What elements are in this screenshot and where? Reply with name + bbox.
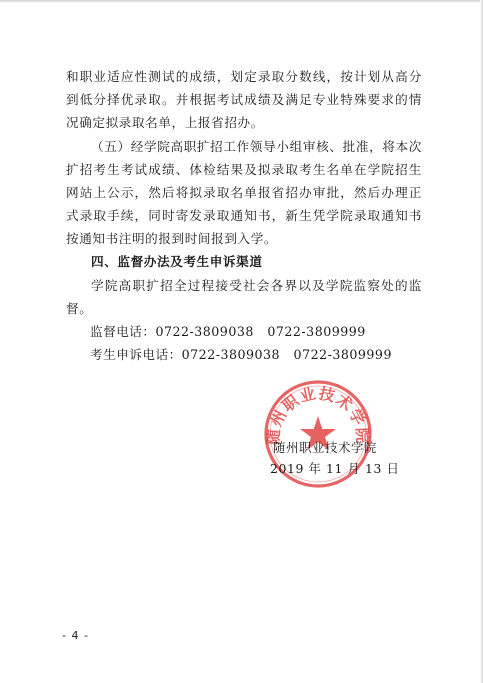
signature-organization: 随州职业技术学院 bbox=[273, 440, 377, 455]
svg-text:随州职业技术学院: 随州职业技术学院 bbox=[264, 384, 372, 446]
page-edge-shadow bbox=[0, 0, 483, 3]
section-heading-supervision: 四、监督办法及考生申诉渠道 bbox=[91, 254, 263, 270]
body-text bbox=[66, 66, 422, 366]
page-number: - 4 - bbox=[62, 629, 89, 642]
paragraph-continued: 和职业适应性测试的成绩，划定录取分数线，按计划从高分到低分择优录取。并根据考试成绩及满足专业特殊要求的情况确定拟录取名单，上报省招办。 bbox=[66, 69, 422, 130]
complaint-phone: 考生申诉电话：0722-3809038 0722-3809999 bbox=[90, 346, 392, 362]
signature-date: 2019 年 11 月 13 日 bbox=[270, 461, 400, 476]
paragraph-step-five: （五）经学院高职扩招工作领导小组审核、批准，将本次扩招考生考试成绩、体检结果及拟录取考生名单在学院招生网站上公示，然后将拟录取名单报省招办审批，然后办理正式录取手续，同时寄发录取通知书，新生凭学院录取通知书按通知书注明的报到时间报到入学。 bbox=[66, 139, 422, 246]
supervision-phone: 监督电话：0722-3809038 0722-3809999 bbox=[90, 323, 366, 339]
supervision-text: 学院高职扩招全过程接受社会各界以及学院监察处的监督。 bbox=[66, 278, 422, 316]
